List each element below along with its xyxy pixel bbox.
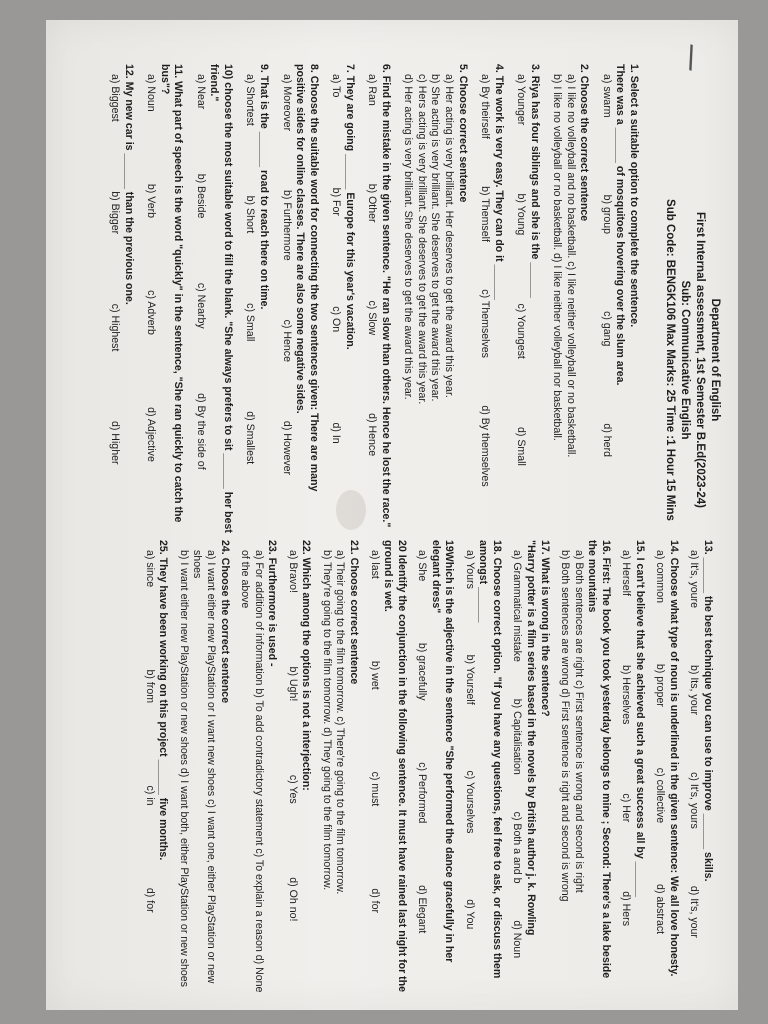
- answer-option: d) herd: [600, 423, 613, 457]
- answer-option: a) To: [330, 74, 343, 98]
- answer-option: c) collective: [654, 767, 667, 824]
- question-text: 13. ______ the best technique you can use to improve ______ skills.: [702, 540, 714, 882]
- answer-options: [550, 64, 577, 534]
- answer-option: c) Both a and b: [511, 811, 524, 884]
- answer-option: a) I want either new PlayStation or I want new shoes c) I want one, either PlayStation or new shoes: [191, 550, 218, 984]
- answer-option: b) Bigger: [109, 191, 122, 235]
- answer-option: a) Noun: [145, 74, 158, 112]
- left-question-column: [99, 64, 641, 534]
- answer-option: b) I like no volleyball or no basketball. d) I like neither volleyball nor basketball.: [551, 74, 564, 441]
- answer-option: c) Hence: [280, 319, 293, 362]
- question-q2: [550, 64, 591, 534]
- answer-options: [599, 64, 613, 534]
- subject-title: Sub: Communicative English: [679, 280, 692, 440]
- answer-option: a) Bravo!: [286, 550, 299, 593]
- answer-options: [558, 540, 585, 995]
- question-text: 15. I can't believe that she achieved such a great success all by ______: [633, 540, 646, 898]
- answer-options: [401, 64, 455, 534]
- answer-option: a) Yours: [463, 550, 476, 589]
- subject-code-line: Sub Code: BENGK106 Max Marks: 25 Time :1 Hour 15 Mins: [664, 199, 677, 521]
- question-text: 16. First: The book you took yesterday belongs to mine ; Second: There's a lake beside the mountains: [586, 540, 612, 979]
- question-text: 19Which is the adjective in the sentence "She performed the dance gracefully in her elegant dress": [429, 540, 456, 963]
- question-text: 10) choose the most suitable word to fill the blank. "She always prefers to sit ______ her best friend.": [208, 64, 234, 533]
- question-q8: [279, 64, 320, 534]
- answer-option: c) Yes: [286, 774, 299, 804]
- exam-header: [662, 130, 722, 590]
- question-text: 11. What part of speech is the word "quickly" in the sentence, "She ran quickly to catch the bus"?: [158, 64, 185, 523]
- answer-option: b) Beside: [194, 173, 207, 219]
- answer-option: b) I want either new PlayStation or new shoes d) I want both, either PlayStation or new shoes: [177, 550, 190, 987]
- answer-options: [462, 540, 476, 995]
- question-text: 7. They are going ______ Europe for this year's vacation.: [343, 64, 356, 350]
- answer-option: b) Herselves: [620, 664, 633, 725]
- question-text: 21. Choose correct sentence: [347, 540, 360, 685]
- answer-option: a) Near: [194, 74, 207, 110]
- answer-option: b) Both sentences are wrong d) First sentence is right and second is wrong: [559, 550, 572, 902]
- pen-mark: \: [680, 39, 702, 76]
- answer-options: [238, 540, 265, 995]
- answer-options: [478, 64, 492, 534]
- answer-option: b) Short: [244, 195, 257, 234]
- answer-option: b) Other: [366, 183, 379, 223]
- question-q7: [329, 64, 356, 534]
- question-q17: [510, 540, 551, 995]
- answer-option: d) abstract: [654, 884, 667, 935]
- question-q3: [514, 64, 541, 534]
- assessment-title: First Internal assessment, 1st Semester B.Ed(2023-24): [694, 212, 707, 508]
- answer-option: c) in: [143, 785, 156, 806]
- question-q12: [108, 64, 135, 534]
- answer-option: a) For addition of information b) To add contradictory statement c) To explain a reason d) None of the above: [239, 550, 265, 993]
- answer-options: [653, 540, 667, 995]
- answer-option: c) Her: [620, 793, 633, 823]
- rotated-page: [46, 20, 738, 1010]
- question-q24: [176, 540, 230, 995]
- question-text: 8. Choose the suitable word for connecting the two sentences given: There are many positive sides for online classes. There are also some negative sides.: [294, 64, 320, 492]
- answer-options: [514, 64, 528, 534]
- answer-option: b) For: [330, 187, 343, 216]
- answer-option: d) In: [330, 422, 343, 444]
- question-text: 18. Choose correct option. "If you have any questions, feel free to ask, or discuss them amongst ______: [477, 540, 503, 979]
- answer-option: a) She: [416, 550, 429, 582]
- answer-option: c) Hers acting is very brilliant. She deserves to get the award this year.: [415, 74, 428, 405]
- question-text: 4. The work is very easy. They can do it ______: [492, 64, 505, 300]
- answer-option: b) Ugh!: [286, 666, 299, 702]
- answer-options: [687, 540, 701, 995]
- answer-options: [142, 540, 156, 995]
- answer-option: a) common: [654, 550, 667, 603]
- right-question-column: [135, 540, 714, 995]
- answer-options: [619, 540, 633, 995]
- answer-option: b) Furthermore: [280, 190, 293, 261]
- question-text: 9. That is the ______ road to reach there on time.: [257, 64, 270, 310]
- answer-option: d) for: [368, 888, 381, 914]
- answer-option: a) Grammatical mistake: [511, 550, 524, 662]
- answer-option: b) Its, your: [688, 665, 701, 716]
- question-q20: [367, 540, 408, 995]
- answer-options: [243, 64, 257, 534]
- answer-option: b) gracefully: [416, 642, 429, 701]
- answer-option: c) Nearby: [194, 282, 207, 329]
- question-q18: [462, 540, 503, 995]
- question-text: 25. They have been working on this project ______ five months.: [157, 540, 170, 861]
- answer-option: b) proper: [654, 663, 667, 707]
- answer-option: c) gang: [600, 311, 613, 347]
- answer-option: b) She acting is very brilliant. She deserves to get the award this year.: [429, 74, 442, 402]
- answer-option: a) Shortest: [244, 74, 257, 126]
- answer-option: a) By theirself: [479, 74, 492, 139]
- answer-option: c) must: [368, 771, 381, 807]
- answer-option: b) Themself: [479, 186, 492, 242]
- question-text: 22. Which among the options is not a interjection:: [300, 540, 313, 791]
- answer-option: d) for: [143, 887, 156, 913]
- answer-option: c) Youngest: [515, 303, 528, 359]
- answer-option: a) Biggest: [109, 74, 122, 122]
- answer-options: [193, 64, 207, 534]
- answer-option: c) Small: [244, 303, 257, 342]
- answer-options: [415, 540, 429, 995]
- question-text: 6. Find the mistake in the given sentence. "He ran slow than others. Hence he lost the race.": [379, 64, 392, 528]
- answer-option: b) wet: [368, 660, 381, 690]
- answer-options: [319, 540, 346, 995]
- answer-option: c) Adverb: [145, 290, 158, 335]
- answer-option: d) Elegant: [416, 885, 429, 934]
- department-title: Department of English: [709, 298, 721, 422]
- answer-option: a) Younger: [515, 74, 528, 126]
- question-text: 12. My new car is ______ than the previous one.: [122, 64, 135, 305]
- question-q16: [558, 540, 612, 995]
- answer-option: c) Highest: [109, 303, 122, 352]
- question-q4: [478, 64, 505, 534]
- answer-option: d) By themselves: [479, 405, 492, 487]
- question-text: 24. Choose the correct sentence: [218, 540, 231, 704]
- answer-option: c) Themselves: [479, 289, 492, 358]
- answer-option: b) They're going to the film tomorrow. d) They going to the film tomorrow.: [320, 550, 333, 891]
- answer-option: d) Small: [515, 427, 528, 466]
- answer-option: d) Higher: [109, 420, 122, 465]
- answer-option: d) Adjective: [145, 407, 158, 462]
- answer-option: a) Herself: [620, 550, 633, 596]
- question-text: 5. Choose correct sentence: [456, 64, 469, 203]
- question-q14: [653, 540, 680, 995]
- answer-option: b) Young: [515, 193, 528, 236]
- question-q9: [243, 64, 270, 534]
- answer-option: d) It's, your: [688, 885, 701, 938]
- answer-option: a) Her acting is very brilliant. Her deserves to get the award this year.: [442, 74, 455, 398]
- answer-option: a) Both sentences are right c) First sentence is wrong and second is right: [572, 550, 585, 893]
- answer-option: a) It's, youre: [688, 550, 701, 608]
- answer-option: a) last: [368, 550, 381, 579]
- answer-option: d) By the side of: [194, 393, 207, 470]
- question-text: 3. Riya has four siblings and she is the ______: [528, 64, 541, 298]
- answer-option: d) You: [463, 899, 476, 930]
- answer-option: b) from: [143, 669, 156, 704]
- answer-option: c) On: [330, 306, 343, 333]
- answer-options: [329, 64, 343, 534]
- answer-option: c) Slow: [366, 300, 379, 336]
- question-q5: [401, 64, 469, 534]
- question-text: 14. Choose what type of noun is underlined in the given sentence: We all love honesty.: [667, 540, 680, 977]
- answer-options: [367, 540, 381, 995]
- answer-option: d) Her acting is very brilliant. She deserves to get the award this year.: [402, 74, 415, 400]
- question-q11: [144, 64, 185, 534]
- answer-options: [365, 64, 379, 534]
- exam-sheet: [46, 20, 738, 1010]
- question-text: 20 Identify the conjunction in the following sentence. It must have rained last night for the ground is wet.: [382, 540, 408, 993]
- question-q19: [415, 540, 456, 995]
- answer-option: a) Ran: [366, 74, 379, 106]
- answer-options: [279, 64, 293, 534]
- question-text: 1. Select a suitable option to complete the sentence. There was a ______ of mosquitoes hovering over the slum area.: [614, 64, 640, 386]
- answer-option: d) Noun: [511, 920, 524, 959]
- answer-option: b) Yourself: [463, 654, 476, 705]
- answer-options: [144, 64, 158, 534]
- question-text: 17. What is wrong in the sentence? "Harry potter is a film series based in the novels by British author j. k. Rowling: [524, 540, 551, 936]
- answer-option: a) Moreover: [280, 74, 293, 132]
- answer-option: a) since: [143, 550, 156, 588]
- answer-option: d) Hence: [366, 413, 379, 457]
- answer-options: [108, 64, 122, 534]
- question-q22: [285, 540, 312, 995]
- answer-option: b) Verb: [145, 183, 158, 219]
- answer-options: [285, 540, 299, 995]
- answer-option: a) swarm: [600, 74, 613, 118]
- answer-option: b) Capitalisation: [511, 698, 524, 775]
- answer-option: c) Performed: [416, 762, 429, 824]
- question-q23: [238, 540, 279, 995]
- answer-option: a) Their going to the film tomorrow. c) There're going to the film tomorrow.: [334, 550, 347, 895]
- answer-option: c) It's, yours: [688, 772, 701, 829]
- answer-option: d) Oh no!: [286, 877, 299, 922]
- question-q13: [687, 540, 714, 995]
- answer-option: b) group: [600, 194, 613, 235]
- question-q21: [319, 540, 360, 995]
- answer-option: d) Hers: [620, 891, 633, 927]
- question-q25: [142, 540, 169, 995]
- question-text: 2. Choose the correct sentence: [578, 64, 591, 222]
- answer-option: a) I like no volleyball and no basketball. c) I like neither volleyball or no basketball.: [564, 74, 577, 458]
- answer-option: d) Smallest: [244, 411, 257, 465]
- answer-option: c) Yourselves: [463, 770, 476, 834]
- question-q10: [193, 64, 234, 534]
- question-q6: [365, 64, 392, 534]
- answer-option: d) However: [280, 420, 293, 476]
- answer-options: [510, 540, 524, 995]
- question-q1: [599, 64, 640, 534]
- answer-options: [176, 540, 217, 995]
- question-text: 23. Furthermore is used -: [266, 540, 279, 667]
- question-q15: [619, 540, 646, 995]
